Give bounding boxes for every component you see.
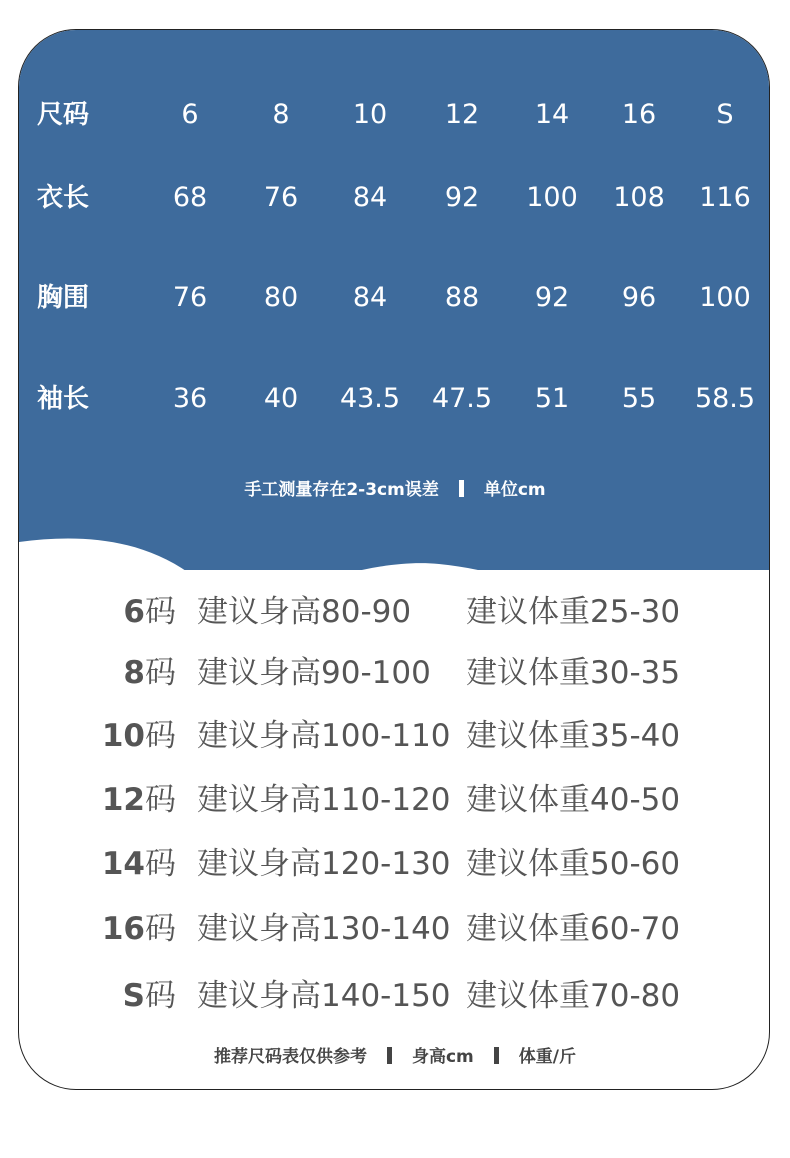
table-cell: 55 [621, 383, 657, 414]
table-cell: 88 [444, 282, 480, 313]
separator-bar [494, 1047, 499, 1064]
size-label [123, 649, 176, 697]
recommendation-row [19, 776, 770, 824]
size-number: 8 [123, 655, 145, 691]
size-suffix: 码 [145, 655, 176, 691]
row-label: 衣长 [37, 183, 90, 213]
size-label [102, 905, 176, 953]
recommendation-row [19, 840, 770, 888]
table-cell: 40 [263, 383, 299, 414]
size-chart-card [18, 29, 770, 1090]
height-recommendation: 建议身高130-140 [197, 911, 451, 947]
recommendation-row [19, 649, 770, 697]
recommendation-row [19, 588, 770, 636]
size-suffix: 码 [145, 782, 176, 818]
table-cell: 8 [272, 99, 290, 130]
size-number: S [122, 978, 145, 1014]
table-cell: 76 [263, 182, 299, 213]
table-cell: 96 [621, 282, 657, 313]
weight-recommendation: 建议体重30-35 [466, 655, 681, 691]
row-label: 尺码 [37, 100, 90, 130]
weight-unit-text: 体重/斤 [518, 1047, 576, 1067]
size-number: 6 [123, 594, 145, 630]
unit-text: 单位cm [483, 480, 546, 500]
size-label [102, 840, 176, 888]
table-cell: 92 [534, 282, 570, 313]
size-suffix: 码 [145, 978, 176, 1014]
size-number: 12 [101, 782, 145, 818]
table-cell: 43.5 [339, 383, 401, 414]
size-label [102, 712, 176, 760]
separator-bar [387, 1047, 392, 1064]
size-number: 14 [101, 846, 145, 882]
measurement-error-text: 手工测量存在2-3cm误差 [244, 480, 439, 500]
weight-recommendation: 建议体重60-70 [466, 911, 681, 947]
footer-note [19, 1042, 770, 1067]
measurement-note [19, 475, 770, 500]
row-label: 袖长 [37, 384, 90, 414]
size-suffix: 码 [145, 594, 176, 630]
table-cell: 84 [352, 182, 388, 213]
table-cell: 68 [172, 182, 208, 213]
size-label [123, 588, 176, 636]
table-cell: 36 [172, 383, 208, 414]
table-cell: 100 [699, 282, 751, 313]
footer-reference-text: 推荐尺码表仅供参考 [213, 1047, 367, 1067]
table-cell: 51 [534, 383, 570, 414]
size-label [123, 972, 176, 1020]
row-label: 胸围 [37, 283, 90, 313]
table-row-length [19, 178, 770, 218]
size-suffix: 码 [145, 911, 176, 947]
size-number: 16 [101, 911, 145, 947]
table-cell: 80 [263, 282, 299, 313]
table-row-chest [19, 278, 770, 318]
recommendation-row [19, 905, 770, 953]
height-recommendation: 建议身高140-150 [197, 978, 451, 1014]
recommendation-row [19, 972, 770, 1020]
table-cell: S [716, 99, 734, 130]
table-cell: 84 [352, 282, 388, 313]
table-cell: 108 [613, 182, 665, 213]
table-cell: 6 [181, 99, 199, 130]
separator-bar [459, 480, 464, 497]
height-unit-text: 身高cm [411, 1047, 474, 1067]
height-recommendation: 建议身高90-100 [197, 655, 431, 691]
table-cell: 14 [534, 99, 570, 130]
weight-recommendation: 建议体重50-60 [466, 846, 681, 882]
table-cell: 92 [444, 182, 480, 213]
height-recommendation: 建议身高120-130 [197, 846, 451, 882]
height-recommendation: 建议身高110-120 [197, 782, 451, 818]
height-recommendation: 建议身高100-110 [197, 718, 451, 754]
size-suffix: 码 [145, 718, 176, 754]
size-suffix: 码 [145, 846, 176, 882]
weight-recommendation: 建议体重70-80 [466, 978, 681, 1014]
weight-recommendation: 建议体重35-40 [466, 718, 681, 754]
weight-recommendation: 建议体重25-30 [466, 594, 681, 630]
recommendation-row [19, 712, 770, 760]
table-row-sleeve [19, 379, 770, 419]
height-recommendation: 建议身高80-90 [197, 594, 412, 630]
table-cell: 58.5 [694, 383, 756, 414]
table-cell: 47.5 [431, 383, 493, 414]
table-cell: 116 [699, 182, 751, 213]
table-cell: 76 [172, 282, 208, 313]
weight-recommendation: 建议体重40-50 [466, 782, 681, 818]
size-number: 10 [101, 718, 145, 754]
table-cell: 12 [444, 99, 480, 130]
table-cell: 100 [526, 182, 578, 213]
size-label [102, 776, 176, 824]
table-cell: 16 [621, 99, 657, 130]
table-row-size [19, 95, 770, 135]
table-cell: 10 [352, 99, 388, 130]
